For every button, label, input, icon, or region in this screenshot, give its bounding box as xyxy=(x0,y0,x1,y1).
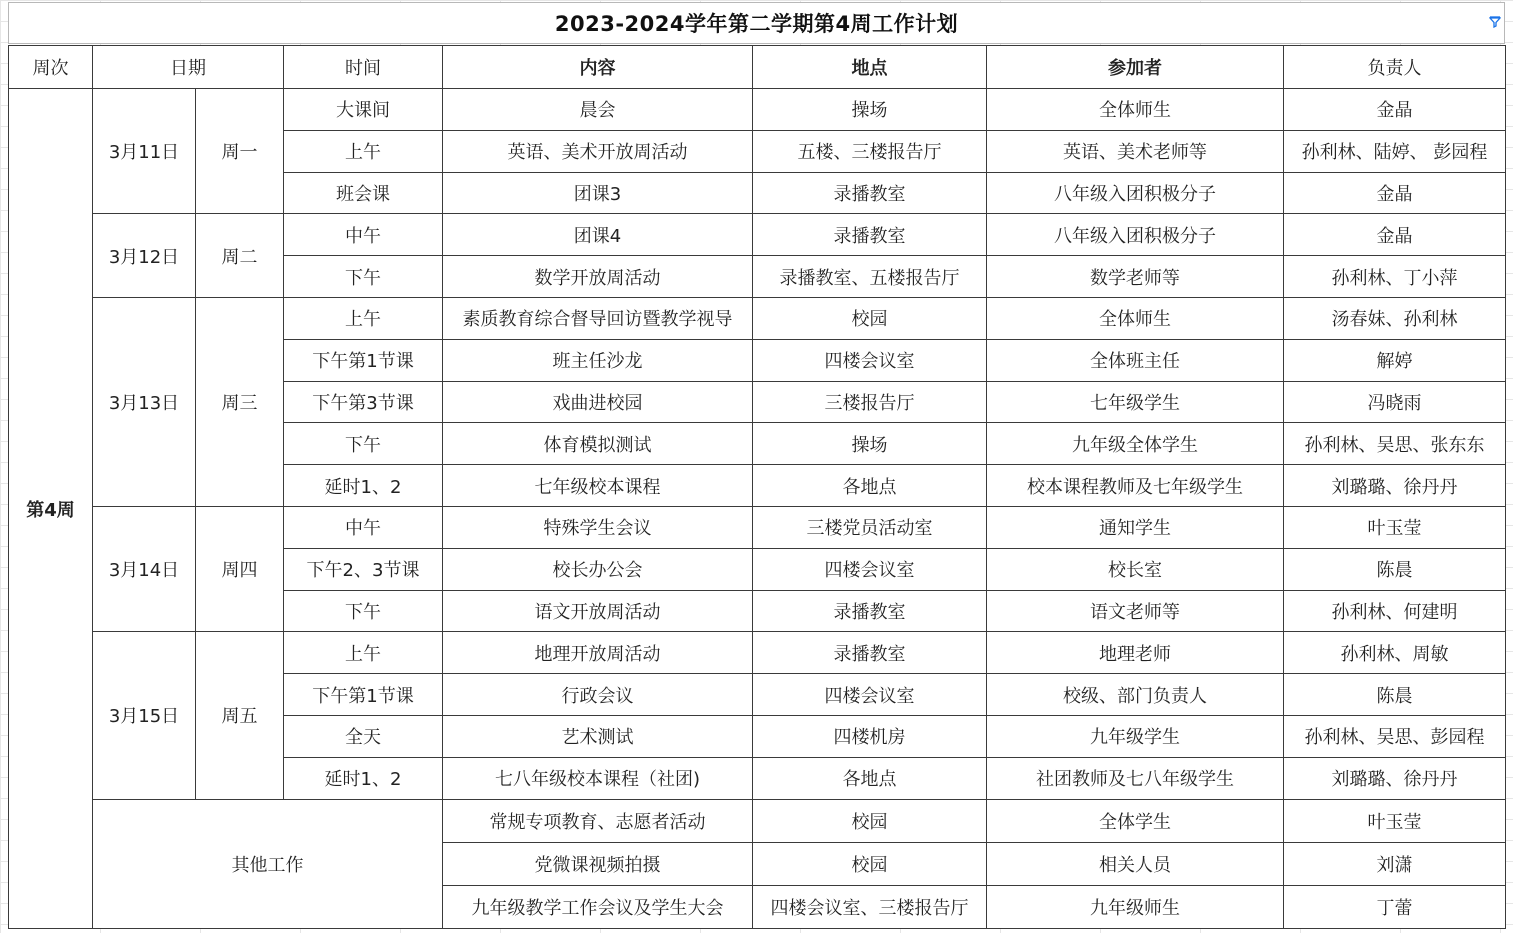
page-title: 2023-2024学年第二学期第4周工作计划 xyxy=(554,12,959,36)
owner-cell: 孙利林、丁小萍 xyxy=(1284,256,1506,298)
place-cell: 四楼会议室、三楼报告厅 xyxy=(753,886,987,929)
header-owner: 负责人 xyxy=(1284,46,1506,89)
owner-cell: 汤春妹、孙利林 xyxy=(1284,297,1506,339)
participants-cell: 八年级入团积极分子 xyxy=(987,172,1284,214)
weekday-cell: 周一 xyxy=(196,89,284,214)
time-cell: 上午 xyxy=(284,632,443,674)
content-cell: 行政会议 xyxy=(443,674,753,716)
time-cell: 上午 xyxy=(284,130,443,172)
owner-cell: 孙利林、何建明 xyxy=(1284,590,1506,632)
header-content: 内容 xyxy=(443,46,753,89)
place-cell: 校园 xyxy=(753,297,987,339)
place-cell: 五楼、三楼报告厅 xyxy=(753,130,987,172)
table-row xyxy=(9,214,1506,256)
participants-cell: 英语、美术老师等 xyxy=(987,130,1284,172)
participants-cell: 八年级入团积极分子 xyxy=(987,214,1284,256)
table-row xyxy=(9,297,1506,339)
place-cell: 操场 xyxy=(753,423,987,465)
filter-icon[interactable] xyxy=(1489,16,1501,28)
table-row xyxy=(9,632,1506,674)
content-cell: 常规专项教育、志愿者活动 xyxy=(443,799,753,842)
other-work-label: 其他工作 xyxy=(93,799,443,929)
content-cell: 九年级教学工作会议及学生大会 xyxy=(443,886,753,929)
owner-cell: 金晶 xyxy=(1284,172,1506,214)
participants-cell: 相关人员 xyxy=(987,842,1284,885)
place-cell: 录播教室 xyxy=(753,214,987,256)
owner-cell: 解婷 xyxy=(1284,339,1506,381)
table-row xyxy=(9,799,1506,842)
time-cell: 延时1、2 xyxy=(284,757,443,799)
time-cell: 班会课 xyxy=(284,172,443,214)
table-row xyxy=(9,89,1506,131)
content-cell: 英语、美术开放周活动 xyxy=(443,130,753,172)
date-cell: 3月13日 xyxy=(93,297,196,506)
owner-cell: 叶玉莹 xyxy=(1284,506,1506,548)
place-cell: 四楼机房 xyxy=(753,715,987,757)
content-cell: 戏曲进校园 xyxy=(443,381,753,423)
owner-cell: 冯晓雨 xyxy=(1284,381,1506,423)
owner-cell: 陈晨 xyxy=(1284,548,1506,590)
time-cell: 下午2、3节课 xyxy=(284,548,443,590)
time-cell: 下午第1节课 xyxy=(284,339,443,381)
participants-cell: 校长室 xyxy=(987,548,1284,590)
table-row xyxy=(9,506,1506,548)
participants-cell: 语文老师等 xyxy=(987,590,1284,632)
place-cell: 录播教室 xyxy=(753,632,987,674)
header-date: 日期 xyxy=(93,46,284,89)
place-cell: 录播教室、五楼报告厅 xyxy=(753,256,987,298)
participants-cell: 通知学生 xyxy=(987,506,1284,548)
participants-cell: 全体班主任 xyxy=(987,339,1284,381)
time-cell: 上午 xyxy=(284,297,443,339)
owner-cell: 丁蕾 xyxy=(1284,886,1506,929)
time-cell: 大课间 xyxy=(284,89,443,131)
owner-cell: 刘璐璐、徐丹丹 xyxy=(1284,465,1506,507)
owner-cell: 孙利林、吴思、彭园程 xyxy=(1284,715,1506,757)
place-cell: 三楼党员活动室 xyxy=(753,506,987,548)
time-cell: 下午第1节课 xyxy=(284,674,443,716)
content-cell: 班主任沙龙 xyxy=(443,339,753,381)
participants-cell: 校本课程教师及七年级学生 xyxy=(987,465,1284,507)
place-cell: 录播教室 xyxy=(753,172,987,214)
participants-cell: 数学老师等 xyxy=(987,256,1284,298)
time-cell: 下午 xyxy=(284,590,443,632)
weekday-cell: 周二 xyxy=(196,214,284,298)
participants-cell: 九年级师生 xyxy=(987,886,1284,929)
header-place: 地点 xyxy=(753,46,987,89)
time-cell: 中午 xyxy=(284,506,443,548)
participants-cell: 校级、部门负责人 xyxy=(987,674,1284,716)
place-cell: 三楼报告厅 xyxy=(753,381,987,423)
time-cell: 下午 xyxy=(284,423,443,465)
content-cell: 团课3 xyxy=(443,172,753,214)
header-time: 时间 xyxy=(284,46,443,89)
content-cell: 团课4 xyxy=(443,214,753,256)
date-cell: 3月11日 xyxy=(93,89,196,214)
participants-cell: 九年级全体学生 xyxy=(987,423,1284,465)
participants-cell: 九年级学生 xyxy=(987,715,1284,757)
content-cell: 七年级校本课程 xyxy=(443,465,753,507)
time-cell: 中午 xyxy=(284,214,443,256)
place-cell: 录播教室 xyxy=(753,590,987,632)
participants-cell: 地理老师 xyxy=(987,632,1284,674)
time-cell: 下午 xyxy=(284,256,443,298)
owner-cell: 刘璐璐、徐丹丹 xyxy=(1284,757,1506,799)
date-cell: 3月12日 xyxy=(93,214,196,298)
header-week: 周次 xyxy=(9,46,93,89)
content-cell: 体育模拟测试 xyxy=(443,423,753,465)
participants-cell: 七年级学生 xyxy=(987,381,1284,423)
weekday-cell: 周五 xyxy=(196,632,284,799)
owner-cell: 孙利林、陆婷、 彭园程 xyxy=(1284,130,1506,172)
weekday-cell: 周四 xyxy=(196,506,284,631)
date-cell: 3月15日 xyxy=(93,632,196,799)
content-cell: 校长办公会 xyxy=(443,548,753,590)
place-cell: 校园 xyxy=(753,799,987,842)
weekday-cell: 周三 xyxy=(196,297,284,506)
header-participants: 参加者 xyxy=(987,46,1284,89)
owner-cell: 刘潇 xyxy=(1284,842,1506,885)
time-cell: 全天 xyxy=(284,715,443,757)
time-cell: 下午第3节课 xyxy=(284,381,443,423)
content-cell: 七八年级校本课程（社团) xyxy=(443,757,753,799)
participants-cell: 全体师生 xyxy=(987,297,1284,339)
participants-cell: 社团教师及七八年级学生 xyxy=(987,757,1284,799)
content-cell: 艺术测试 xyxy=(443,715,753,757)
content-cell: 特殊学生会议 xyxy=(443,506,753,548)
place-cell: 各地点 xyxy=(753,465,987,507)
header-row xyxy=(9,46,1506,89)
owner-cell: 金晶 xyxy=(1284,89,1506,131)
content-cell: 党微课视频拍摄 xyxy=(443,842,753,885)
participants-cell: 全体学生 xyxy=(987,799,1284,842)
week-cell: 第4周 xyxy=(9,89,93,929)
title-bar xyxy=(8,2,1505,44)
place-cell: 四楼会议室 xyxy=(753,548,987,590)
owner-cell: 金晶 xyxy=(1284,214,1506,256)
content-cell: 语文开放周活动 xyxy=(443,590,753,632)
place-cell: 校园 xyxy=(753,842,987,885)
owner-cell: 孙利林、周敏 xyxy=(1284,632,1506,674)
owner-cell: 陈晨 xyxy=(1284,674,1506,716)
place-cell: 四楼会议室 xyxy=(753,674,987,716)
owner-cell: 叶玉莹 xyxy=(1284,799,1506,842)
owner-cell: 孙利林、吴思、张东东 xyxy=(1284,423,1506,465)
place-cell: 操场 xyxy=(753,89,987,131)
work-plan-table xyxy=(8,45,1506,929)
time-cell: 延时1、2 xyxy=(284,465,443,507)
date-cell: 3月14日 xyxy=(93,506,196,631)
content-cell: 晨会 xyxy=(443,89,753,131)
participants-cell: 全体师生 xyxy=(987,89,1284,131)
content-cell: 素质教育综合督导回访暨教学视导 xyxy=(443,297,753,339)
content-cell: 数学开放周活动 xyxy=(443,256,753,298)
content-cell: 地理开放周活动 xyxy=(443,632,753,674)
place-cell: 四楼会议室 xyxy=(753,339,987,381)
place-cell: 各地点 xyxy=(753,757,987,799)
